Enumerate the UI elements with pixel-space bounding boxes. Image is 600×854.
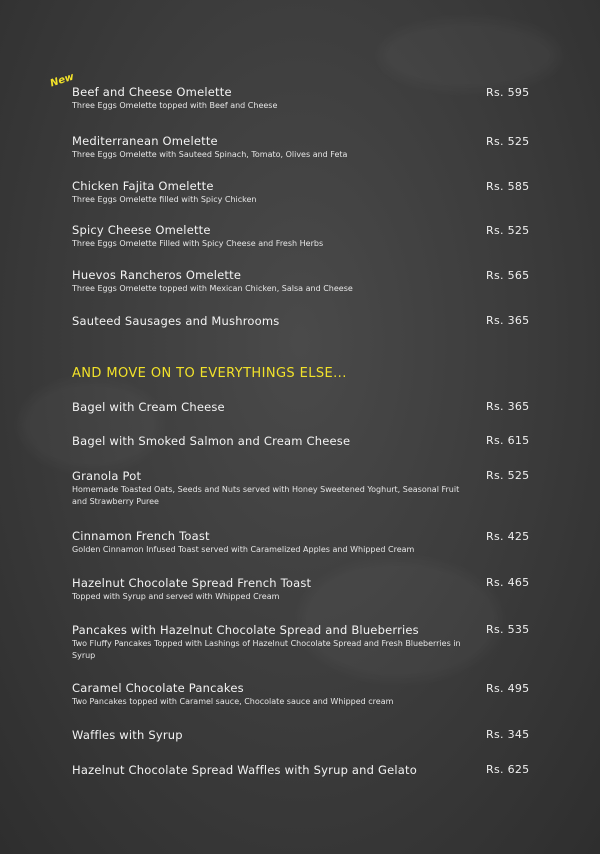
item-name: Beef and Cheese Omelette [72,85,232,99]
menu-item [72,434,522,448]
item-name: Pancakes with Hazelnut Chocolate Spread and Blueberries [72,623,419,637]
item-description: Two Pancakes topped with Caramel sauce, Chocolate sauce and Whipped cream [72,697,394,706]
item-price: Rs. 625 [486,763,530,776]
item-name: Spicy Cheese Omelette [72,223,211,237]
item-description: Three Eggs Omelette topped with Beef and Cheese [72,101,278,110]
item-name: Mediterranean Omelette [72,134,218,148]
item-description: Two Fluffy Pancakes Topped with Lashings of Hazelnut Chocolate Spread and Fresh Blueberries in Syrup [72,639,461,660]
item-name: Sauteed Sausages and Mushrooms [72,314,280,328]
item-description: Three Eggs Omelette filled with Spicy Chicken [72,195,257,204]
item-price: Rs. 565 [486,269,530,282]
item-price: Rs. 585 [486,180,530,193]
new-badge: New [48,71,76,90]
item-name: Hazelnut Chocolate Spread Waffles with Syrup and Gelato [72,763,417,777]
item-price: Rs. 595 [486,86,530,99]
menu-item [72,763,522,777]
item-name: Chicken Fajita Omelette [72,179,214,193]
item-description: Three Eggs Omelette Filled with Spicy Cheese and Fresh Herbs [72,239,324,248]
item-name: Bagel with Smoked Salmon and Cream Cheese [72,434,351,448]
menu-item [72,576,522,603]
item-description: Homemade Toasted Oats, Seeds and Nuts served with Honey Sweetened Yoghurt, Seasonal Fruit and Strawberry Puree [72,485,460,506]
item-name: Bagel with Cream Cheese [72,400,225,414]
menu-item [72,681,522,708]
item-name: Hazelnut Chocolate Spread French Toast [72,576,312,590]
item-price: Rs. 495 [486,682,530,695]
item-name: Caramel Chocolate Pancakes [72,681,244,695]
item-name: Huevos Rancheros Omelette [72,268,242,282]
item-name: Waffles with Syrup [72,728,183,742]
menu-item [72,529,522,556]
item-price: Rs. 525 [486,224,530,237]
menu-item [72,469,522,507]
item-description: Topped with Syrup and served with Whipped Cream [72,592,280,601]
menu-item [72,134,522,161]
item-price: Rs. 525 [486,469,530,482]
item-price: Rs. 535 [486,623,530,636]
section-heading: AND MOVE ON TO EVERYTHINGS ELSE... [72,366,347,381]
menu-item [72,223,522,250]
item-name: Cinnamon French Toast [72,529,210,543]
item-price: Rs. 365 [486,400,530,413]
item-price: Rs. 425 [486,530,530,543]
menu-item [72,268,522,295]
menu-item [72,85,522,112]
item-description: Three Eggs Omelette with Sauteed Spinach, Tomato, Olives and Feta [72,150,348,159]
item-price: Rs. 525 [486,135,530,148]
item-name: Granola Pot [72,469,142,483]
item-description: Three Eggs Omelette topped with Mexican Chicken, Salsa and Cheese [72,284,353,293]
item-price: Rs. 615 [486,434,530,447]
menu-item [72,400,522,414]
item-price: Rs. 365 [486,314,530,327]
menu-item [72,179,522,206]
item-price: Rs. 345 [486,728,530,741]
item-description: Golden Cinnamon Infused Toast served with Caramelized Apples and Whipped Cream [72,545,415,554]
item-price: Rs. 465 [486,576,530,589]
menu-item [72,314,522,328]
menu-item [72,623,522,661]
menu-item [72,728,522,742]
